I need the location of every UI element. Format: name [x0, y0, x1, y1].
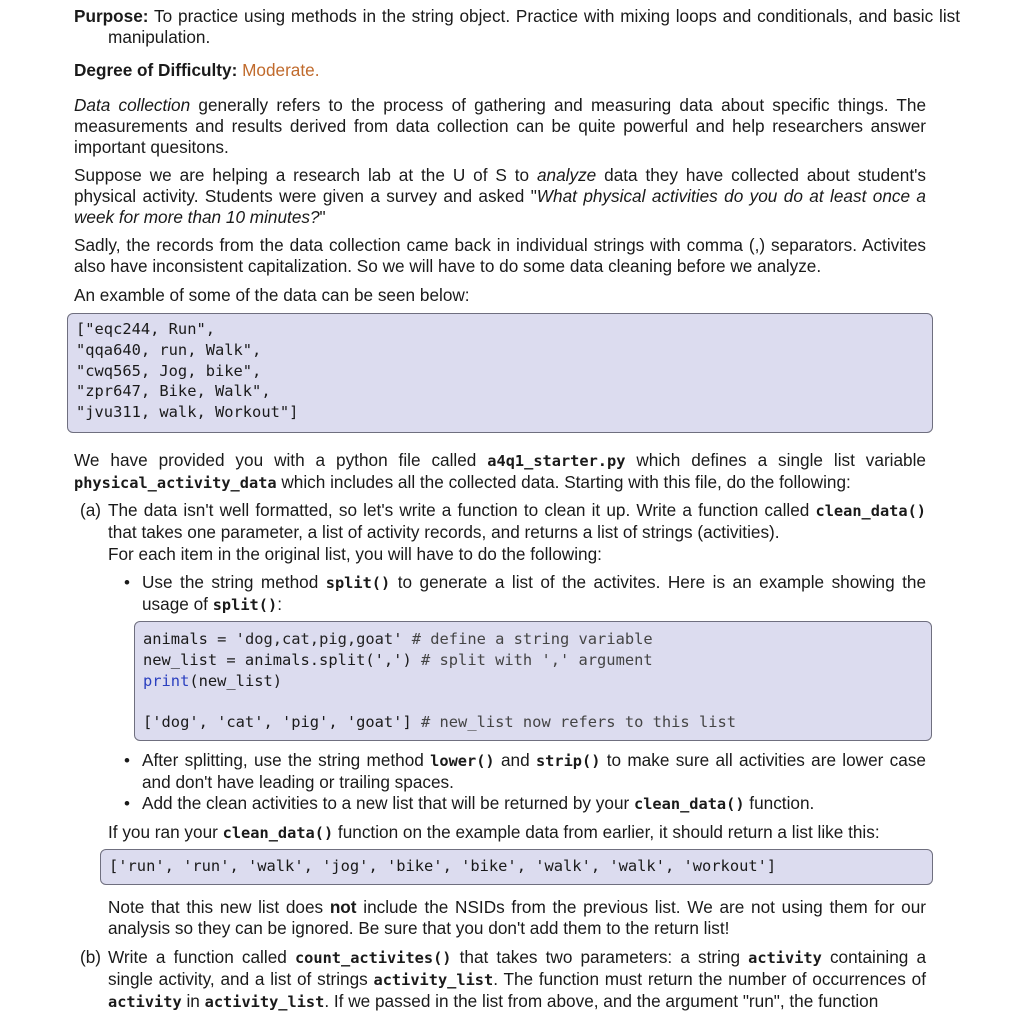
code-l1-a: animals = — [143, 630, 236, 648]
code-l1-str: 'dog,cat,pig,goat' — [235, 630, 403, 648]
bullet3-code: clean_data() — [634, 795, 745, 813]
starter-filename: a4q1_starter.py — [487, 452, 626, 470]
intro-p2-a: Suppose we are helping a research lab at the U of S to — [74, 165, 537, 185]
bullet-dot: • — [124, 794, 130, 813]
code-l2-a: new_list = animals.split(',') — [143, 650, 412, 669]
code-line-4 — [143, 712, 931, 733]
purpose-text-1: To practice using methods in the string object. Practice with mixing loops and conditionals, and — [154, 6, 888, 26]
bullet2-b: and — [494, 750, 536, 770]
bullet1-c: : — [277, 594, 282, 614]
sample-data-code-box — [67, 313, 933, 433]
intro-paragraph-2 — [74, 165, 926, 228]
purpose-paragraph — [74, 6, 960, 48]
ran-paragraph — [108, 822, 926, 844]
provided-text-c: which includes all the collected data. Starting with this file, do the following: — [276, 472, 851, 492]
bullet1-code: split() — [325, 574, 391, 592]
part-b-marker: (b) — [80, 947, 102, 967]
note-a: Note that this new list does — [108, 897, 330, 917]
bullet2-code2: strip() — [535, 752, 601, 770]
bullet3-a: Add the clean activities to a new list that will be returned by your — [142, 793, 635, 813]
part-b-b: that takes two parameters: a string — [451, 947, 749, 967]
bullet-split — [142, 572, 926, 616]
purpose-text-2: basic list manipulation. — [108, 6, 961, 47]
provided-text-b: which defines a single list variable — [625, 450, 926, 470]
sample-data-line: "zpr647, Bike, Walk", — [76, 382, 271, 401]
part-b-paragraph — [108, 947, 926, 1013]
param-activity-2: activity — [108, 993, 182, 1011]
intro-p1-text: generally refers to the process of gathering and measuring data about specific things. The measurements and results derived from data collection can be quite powerful and help researchers answer important quesitons. — [74, 95, 927, 157]
code-line-1 — [143, 629, 931, 650]
count-activites-fn: count_activites() — [294, 949, 452, 967]
note-paragraph — [108, 897, 926, 939]
difficulty-value: Moderate. — [242, 60, 320, 80]
part-a-marker: (a) — [80, 500, 102, 520]
ran-code: clean_data() — [222, 824, 334, 842]
intro-paragraph-1 — [74, 95, 926, 158]
survey-question: What physical activities do you do at least once a week for more than 10 minutes? — [74, 186, 926, 227]
note-c: include the NSIDs from the previous list. We are not using them for our analysis so they can be ignored. Be sure that you don't add them to the return list! — [108, 897, 926, 938]
provided-paragraph — [74, 450, 926, 494]
intro-p2-b: data they have collected about student's physical activity. Students were given a survey and asked " — [74, 165, 926, 206]
code-l1-comment: # define a string variable — [402, 630, 653, 648]
intro-paragraph-4: An examble of some of the data can be seen below: — [74, 285, 470, 305]
code-l3-keyword: print — [143, 671, 190, 690]
provided-text-a: We have provided you with a python file called — [74, 450, 488, 470]
sample-data-line: ["eqc244, Run", — [76, 320, 215, 338]
bullet-add-clean — [142, 793, 926, 815]
param-activity-list-2: activity_list — [204, 993, 325, 1011]
split-example-code-box — [134, 621, 932, 741]
code-l4-comment: # new_list now refers to this list — [411, 713, 737, 732]
purpose-label: Purpose: — [74, 6, 149, 26]
bullet-dot: • — [124, 573, 130, 592]
part-b-d: . The function must return the number of occurrences of — [493, 969, 927, 989]
bullet1-a: Use the string method — [142, 572, 326, 592]
intro-p2-c: " — [319, 207, 326, 227]
bullet2-a: After splitting, use the string method — [142, 750, 431, 770]
param-activity-list: activity_list — [373, 971, 494, 989]
variable-name: physical_activity_data — [74, 474, 277, 492]
part-a-intro — [108, 500, 926, 543]
ran-b: function on the example data from earlier, it should return a list like this: — [333, 822, 880, 842]
bullet-dot: • — [124, 751, 130, 770]
code-l3-b: (new_list) — [189, 671, 283, 690]
result-code-box — [100, 849, 933, 885]
part-b-a: Write a function called — [108, 947, 295, 967]
part-b-c: containing a single activity, and a list of strings — [108, 947, 927, 989]
code-line-3 — [143, 671, 931, 692]
bullet2-code1: lower() — [430, 752, 495, 770]
sample-data-line: "jvu311, walk, Workout"] — [76, 403, 299, 422]
bullet2-c: to make sure all activities are lower case and don't have leading or trailing spaces. — [142, 750, 926, 792]
data-collection-term: Data collection — [74, 95, 191, 115]
bullet3-b: function. — [744, 793, 815, 813]
intro-paragraph-3: Sadly, the records from the data collection came back in individual strings with comma (,) separators. Activites also have inconsistent capitalization. So we will have to do some data cleaning before we analyze. — [74, 235, 926, 276]
ran-a: If you ran your — [108, 822, 223, 842]
part-a-text-b: that takes one parameter, a list of activity records, and returns a list of strings (activities). — [108, 522, 780, 542]
param-activity: activity — [748, 949, 822, 967]
intro-p2-em: analyze — [537, 165, 597, 185]
clean-data-fn: clean_data() — [815, 502, 926, 520]
sample-data-line: "cwq565, Jog, bike", — [76, 361, 262, 380]
bullet-lower-strip — [142, 750, 926, 793]
note-b: not — [329, 897, 357, 917]
code-blank-line — [143, 691, 931, 712]
part-a-text-a: The data isn't well formatted, so let's write a function to clean it up. Write a function called — [108, 500, 816, 520]
result-list: ['run', 'run', 'walk', 'jog', 'bike', 'bike', 'walk', 'walk', 'workout'] — [109, 857, 777, 875]
part-b-f: . If we passed in the list from above, and the argument "run", the function — [324, 991, 879, 1011]
part-a-line3: For each item in the original list, you will have to do the following: — [108, 544, 602, 564]
sample-data-line: "qqa640, run, Walk", — [76, 340, 262, 359]
bullet1-code2: split() — [212, 596, 278, 614]
part-b-e: in — [181, 991, 205, 1011]
difficulty-label: Degree of Difficulty: — [74, 60, 238, 80]
code-line-2 — [143, 650, 931, 671]
bullet1-b: to generate a list of the activites. Here is an example showing the usage of — [142, 572, 927, 614]
code-l2-comment: # split with ',' argument — [411, 650, 653, 669]
code-l4-a: ['dog', 'cat', 'pig', 'goat'] — [143, 713, 412, 732]
difficulty-line — [74, 60, 926, 81]
